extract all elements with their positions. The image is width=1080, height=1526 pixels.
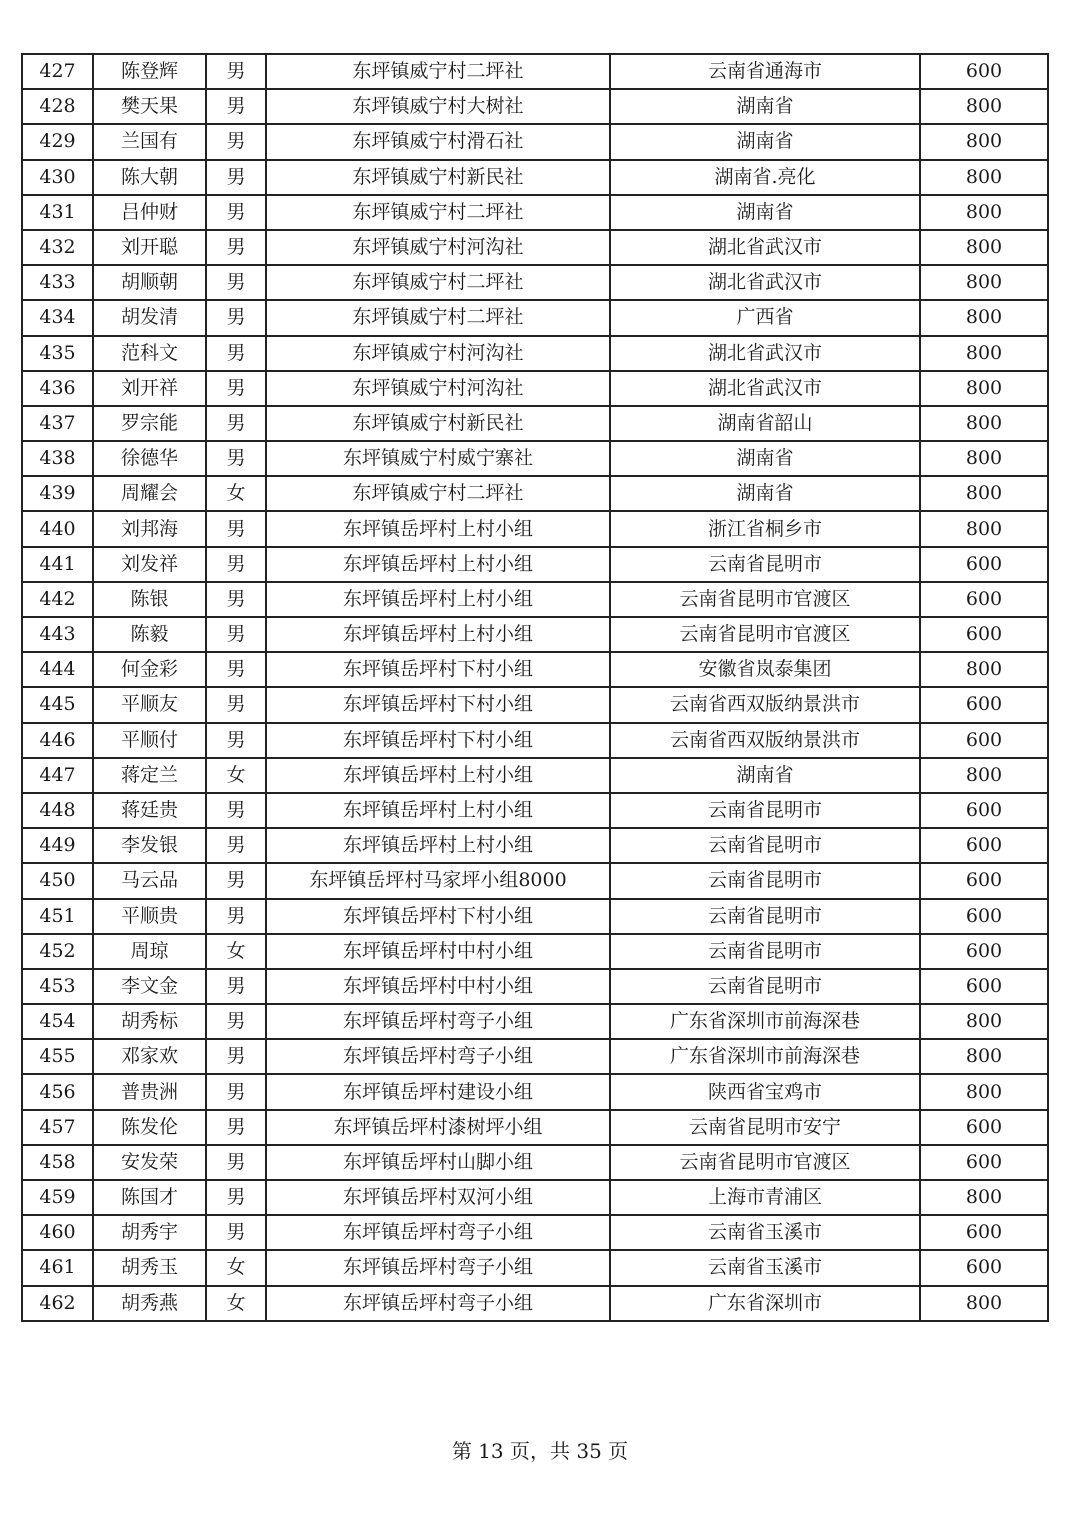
row-number-cell: 457 (22, 1110, 93, 1145)
gender-cell: 男 (206, 89, 266, 124)
gender-cell: 男 (206, 1039, 266, 1074)
table-row (22, 863, 1048, 898)
table-row (22, 1074, 1048, 1109)
gender-cell: 男 (206, 124, 266, 159)
row-number-cell: 456 (22, 1074, 93, 1109)
name-cell: 陈发伦 (93, 1110, 206, 1145)
row-number-cell: 448 (22, 793, 93, 828)
table-row (22, 441, 1048, 476)
work-location-cell: 湖北省武汉市 (610, 336, 920, 371)
work-location-cell: 湖南省 (610, 195, 920, 230)
row-number-cell: 454 (22, 1004, 93, 1039)
address-cell: 东坪镇岳坪村下村小组 (266, 652, 610, 687)
name-cell: 胡秀玉 (93, 1250, 206, 1285)
table-row (22, 793, 1048, 828)
name-cell: 樊天果 (93, 89, 206, 124)
name-cell: 刘邦海 (93, 511, 206, 546)
row-number-cell: 445 (22, 687, 93, 722)
work-location-cell: 云南省通海市 (610, 54, 920, 89)
address-cell: 东坪镇岳坪村山脚小组 (266, 1145, 610, 1180)
work-location-cell: 云南省昆明市官渡区 (610, 582, 920, 617)
address-cell: 东坪镇岳坪村上村小组 (266, 758, 610, 793)
row-number-cell: 462 (22, 1286, 93, 1321)
address-cell: 东坪镇威宁村二坪社 (266, 300, 610, 335)
amount-cell: 600 (920, 547, 1048, 582)
table-row (22, 617, 1048, 652)
address-cell: 东坪镇岳坪村弯子小组 (266, 1215, 610, 1250)
work-location-cell: 云南省玉溪市 (610, 1250, 920, 1285)
roster-table (21, 53, 1049, 1322)
row-number-cell: 446 (22, 723, 93, 758)
address-cell: 东坪镇岳坪村中村小组 (266, 934, 610, 969)
gender-cell: 男 (206, 265, 266, 300)
address-cell: 东坪镇威宁村滑石社 (266, 124, 610, 159)
row-number-cell: 449 (22, 828, 93, 863)
name-cell: 兰国有 (93, 124, 206, 159)
name-cell: 刘开聪 (93, 230, 206, 265)
work-location-cell: 广西省 (610, 300, 920, 335)
work-location-cell: 云南省昆明市 (610, 547, 920, 582)
work-location-cell: 广东省深圳市前海深巷 (610, 1004, 920, 1039)
work-location-cell: 安徽省岚泰集团 (610, 652, 920, 687)
amount-cell: 800 (920, 1039, 1048, 1074)
table-row (22, 336, 1048, 371)
name-cell: 胡秀燕 (93, 1286, 206, 1321)
gender-cell: 女 (206, 476, 266, 511)
work-location-cell: 云南省昆明市安宁 (610, 1110, 920, 1145)
address-cell: 东坪镇岳坪村上村小组 (266, 511, 610, 546)
amount-cell: 600 (920, 969, 1048, 1004)
table-row (22, 582, 1048, 617)
amount-cell: 600 (920, 582, 1048, 617)
row-number-cell: 430 (22, 160, 93, 195)
table-row (22, 1250, 1048, 1285)
address-cell: 东坪镇岳坪村中村小组 (266, 969, 610, 1004)
row-number-cell: 427 (22, 54, 93, 89)
address-cell: 东坪镇威宁村河沟社 (266, 230, 610, 265)
address-cell: 东坪镇岳坪村马家坪小组8000 (266, 863, 610, 898)
gender-cell: 男 (206, 1215, 266, 1250)
gender-cell: 男 (206, 863, 266, 898)
row-number-cell: 452 (22, 934, 93, 969)
address-cell: 东坪镇岳坪村双河小组 (266, 1180, 610, 1215)
work-location-cell: 湖南省 (610, 441, 920, 476)
table-row (22, 511, 1048, 546)
table-row (22, 723, 1048, 758)
gender-cell: 男 (206, 723, 266, 758)
name-cell: 刘发祥 (93, 547, 206, 582)
amount-cell: 600 (920, 863, 1048, 898)
amount-cell: 600 (920, 793, 1048, 828)
work-location-cell: 广东省深圳市前海深巷 (610, 1039, 920, 1074)
work-location-cell: 湖南省.亮化 (610, 160, 920, 195)
name-cell: 普贵洲 (93, 1074, 206, 1109)
gender-cell: 男 (206, 547, 266, 582)
name-cell: 陈毅 (93, 617, 206, 652)
gender-cell: 男 (206, 828, 266, 863)
table-row (22, 758, 1048, 793)
amount-cell: 600 (920, 1110, 1048, 1145)
gender-cell: 男 (206, 371, 266, 406)
table-row (22, 89, 1048, 124)
gender-cell: 男 (206, 687, 266, 722)
work-location-cell: 云南省昆明市 (610, 934, 920, 969)
amount-cell: 800 (920, 476, 1048, 511)
table-row (22, 1286, 1048, 1321)
amount-cell: 800 (920, 265, 1048, 300)
table-row (22, 265, 1048, 300)
gender-cell: 男 (206, 511, 266, 546)
name-cell: 陈大朝 (93, 160, 206, 195)
amount-cell: 600 (920, 1145, 1048, 1180)
row-number-cell: 431 (22, 195, 93, 230)
row-number-cell: 440 (22, 511, 93, 546)
name-cell: 平顺友 (93, 687, 206, 722)
address-cell: 东坪镇岳坪村弯子小组 (266, 1250, 610, 1285)
gender-cell: 男 (206, 1145, 266, 1180)
work-location-cell: 湖南省 (610, 124, 920, 159)
amount-cell: 800 (920, 195, 1048, 230)
row-number-cell: 451 (22, 899, 93, 934)
amount-cell: 600 (920, 899, 1048, 934)
amount-cell: 600 (920, 934, 1048, 969)
address-cell: 东坪镇威宁村威宁寨社 (266, 441, 610, 476)
table-row (22, 687, 1048, 722)
name-cell: 周琼 (93, 934, 206, 969)
gender-cell: 男 (206, 582, 266, 617)
row-number-cell: 442 (22, 582, 93, 617)
table-row (22, 54, 1048, 89)
name-cell: 邓家欢 (93, 1039, 206, 1074)
amount-cell: 600 (920, 1250, 1048, 1285)
gender-cell: 男 (206, 969, 266, 1004)
table-row (22, 969, 1048, 1004)
table-row (22, 230, 1048, 265)
table-row (22, 124, 1048, 159)
name-cell: 范科文 (93, 336, 206, 371)
table-row (22, 828, 1048, 863)
work-location-cell: 湖北省武汉市 (610, 371, 920, 406)
work-location-cell: 广东省深圳市 (610, 1286, 920, 1321)
address-cell: 东坪镇岳坪村漆树坪小组 (266, 1110, 610, 1145)
work-location-cell: 云南省西双版纳景洪市 (610, 723, 920, 758)
address-cell: 东坪镇岳坪村上村小组 (266, 793, 610, 828)
amount-cell: 600 (920, 828, 1048, 863)
amount-cell: 800 (920, 300, 1048, 335)
name-cell: 胡顺朝 (93, 265, 206, 300)
gender-cell: 女 (206, 1250, 266, 1285)
table-row (22, 652, 1048, 687)
name-cell: 平顺付 (93, 723, 206, 758)
gender-cell: 男 (206, 1110, 266, 1145)
name-cell: 陈国才 (93, 1180, 206, 1215)
amount-cell: 800 (920, 652, 1048, 687)
row-number-cell: 458 (22, 1145, 93, 1180)
row-number-cell: 429 (22, 124, 93, 159)
address-cell: 东坪镇威宁村二坪社 (266, 265, 610, 300)
gender-cell: 男 (206, 617, 266, 652)
work-location-cell: 云南省昆明市 (610, 863, 920, 898)
work-location-cell: 云南省玉溪市 (610, 1215, 920, 1250)
gender-cell: 男 (206, 899, 266, 934)
roster-body (22, 54, 1048, 1321)
table-row (22, 1215, 1048, 1250)
amount-cell: 800 (920, 1286, 1048, 1321)
table-row (22, 300, 1048, 335)
gender-cell: 女 (206, 1286, 266, 1321)
gender-cell: 男 (206, 441, 266, 476)
table-row (22, 1110, 1048, 1145)
work-location-cell: 云南省昆明市 (610, 969, 920, 1004)
name-cell: 蒋廷贵 (93, 793, 206, 828)
gender-cell: 女 (206, 934, 266, 969)
name-cell: 马云品 (93, 863, 206, 898)
gender-cell: 男 (206, 793, 266, 828)
name-cell: 陈登辉 (93, 54, 206, 89)
row-number-cell: 444 (22, 652, 93, 687)
name-cell: 胡发清 (93, 300, 206, 335)
row-number-cell: 453 (22, 969, 93, 1004)
amount-cell: 600 (920, 54, 1048, 89)
name-cell: 李文金 (93, 969, 206, 1004)
row-number-cell: 447 (22, 758, 93, 793)
table-row (22, 195, 1048, 230)
row-number-cell: 461 (22, 1250, 93, 1285)
amount-cell: 600 (920, 723, 1048, 758)
address-cell: 东坪镇威宁村新民社 (266, 406, 610, 441)
work-location-cell: 湖北省武汉市 (610, 265, 920, 300)
table-row (22, 934, 1048, 969)
row-number-cell: 441 (22, 547, 93, 582)
amount-cell: 800 (920, 230, 1048, 265)
amount-cell: 600 (920, 617, 1048, 652)
gender-cell: 男 (206, 195, 266, 230)
table-row (22, 1180, 1048, 1215)
name-cell: 胡秀宇 (93, 1215, 206, 1250)
row-number-cell: 436 (22, 371, 93, 406)
name-cell: 罗宗能 (93, 406, 206, 441)
amount-cell: 800 (920, 336, 1048, 371)
gender-cell: 男 (206, 230, 266, 265)
work-location-cell: 湖南省 (610, 758, 920, 793)
row-number-cell: 438 (22, 441, 93, 476)
table-row (22, 1004, 1048, 1039)
gender-cell: 男 (206, 54, 266, 89)
row-number-cell: 460 (22, 1215, 93, 1250)
gender-cell: 男 (206, 160, 266, 195)
address-cell: 东坪镇威宁村河沟社 (266, 336, 610, 371)
table-row (22, 1039, 1048, 1074)
name-cell: 陈银 (93, 582, 206, 617)
gender-cell: 女 (206, 758, 266, 793)
gender-cell: 男 (206, 406, 266, 441)
name-cell: 李发银 (93, 828, 206, 863)
name-cell: 蒋定兰 (93, 758, 206, 793)
address-cell: 东坪镇岳坪村下村小组 (266, 899, 610, 934)
work-location-cell: 云南省昆明市官渡区 (610, 1145, 920, 1180)
table-row (22, 1145, 1048, 1180)
row-number-cell: 437 (22, 406, 93, 441)
address-cell: 东坪镇威宁村二坪社 (266, 476, 610, 511)
amount-cell: 800 (920, 371, 1048, 406)
name-cell: 安发荣 (93, 1145, 206, 1180)
row-number-cell: 439 (22, 476, 93, 511)
gender-cell: 男 (206, 300, 266, 335)
address-cell: 东坪镇岳坪村上村小组 (266, 582, 610, 617)
work-location-cell: 云南省昆明市官渡区 (610, 617, 920, 652)
table-row (22, 899, 1048, 934)
amount-cell: 800 (920, 441, 1048, 476)
amount-cell: 600 (920, 1215, 1048, 1250)
work-location-cell: 云南省昆明市 (610, 828, 920, 863)
table-row (22, 406, 1048, 441)
gender-cell: 男 (206, 1004, 266, 1039)
name-cell: 刘开祥 (93, 371, 206, 406)
amount-cell: 600 (920, 687, 1048, 722)
address-cell: 东坪镇岳坪村建设小组 (266, 1074, 610, 1109)
address-cell: 东坪镇岳坪村上村小组 (266, 617, 610, 652)
address-cell: 东坪镇岳坪村弯子小组 (266, 1039, 610, 1074)
address-cell: 东坪镇岳坪村上村小组 (266, 828, 610, 863)
name-cell: 徐德华 (93, 441, 206, 476)
table-row (22, 476, 1048, 511)
table-row (22, 160, 1048, 195)
amount-cell: 800 (920, 89, 1048, 124)
amount-cell: 800 (920, 406, 1048, 441)
work-location-cell: 湖南省韶山 (610, 406, 920, 441)
amount-cell: 800 (920, 511, 1048, 546)
row-number-cell: 434 (22, 300, 93, 335)
amount-cell: 800 (920, 124, 1048, 159)
work-location-cell: 云南省昆明市 (610, 899, 920, 934)
address-cell: 东坪镇威宁村二坪社 (266, 54, 610, 89)
table-row (22, 371, 1048, 406)
address-cell: 东坪镇岳坪村上村小组 (266, 547, 610, 582)
page-footer: 第 13 页，共 35 页 (451, 1439, 629, 1463)
work-location-cell: 云南省昆明市 (610, 793, 920, 828)
address-cell: 东坪镇威宁村新民社 (266, 160, 610, 195)
gender-cell: 男 (206, 336, 266, 371)
name-cell: 何金彩 (93, 652, 206, 687)
row-number-cell: 459 (22, 1180, 93, 1215)
amount-cell: 800 (920, 1074, 1048, 1109)
name-cell: 平顺贵 (93, 899, 206, 934)
address-cell: 东坪镇威宁村河沟社 (266, 371, 610, 406)
amount-cell: 800 (920, 1004, 1048, 1039)
amount-cell: 800 (920, 758, 1048, 793)
row-number-cell: 443 (22, 617, 93, 652)
work-location-cell: 浙江省桐乡市 (610, 511, 920, 546)
gender-cell: 男 (206, 652, 266, 687)
address-cell: 东坪镇岳坪村弯子小组 (266, 1286, 610, 1321)
row-number-cell: 455 (22, 1039, 93, 1074)
work-location-cell: 湖南省 (610, 89, 920, 124)
address-cell: 东坪镇岳坪村下村小组 (266, 687, 610, 722)
address-cell: 东坪镇岳坪村弯子小组 (266, 1004, 610, 1039)
name-cell: 吕仲财 (93, 195, 206, 230)
table-row (22, 547, 1048, 582)
row-number-cell: 433 (22, 265, 93, 300)
gender-cell: 男 (206, 1074, 266, 1109)
row-number-cell: 435 (22, 336, 93, 371)
name-cell: 胡秀标 (93, 1004, 206, 1039)
amount-cell: 800 (920, 1180, 1048, 1215)
work-location-cell: 湖南省 (610, 476, 920, 511)
work-location-cell: 陕西省宝鸡市 (610, 1074, 920, 1109)
amount-cell: 800 (920, 160, 1048, 195)
row-number-cell: 428 (22, 89, 93, 124)
work-location-cell: 上海市青浦区 (610, 1180, 920, 1215)
name-cell: 周耀会 (93, 476, 206, 511)
row-number-cell: 450 (22, 863, 93, 898)
work-location-cell: 云南省西双版纳景洪市 (610, 687, 920, 722)
work-location-cell: 湖北省武汉市 (610, 230, 920, 265)
address-cell: 东坪镇威宁村大树社 (266, 89, 610, 124)
address-cell: 东坪镇岳坪村下村小组 (266, 723, 610, 758)
gender-cell: 男 (206, 1180, 266, 1215)
address-cell: 东坪镇威宁村二坪社 (266, 195, 610, 230)
row-number-cell: 432 (22, 230, 93, 265)
